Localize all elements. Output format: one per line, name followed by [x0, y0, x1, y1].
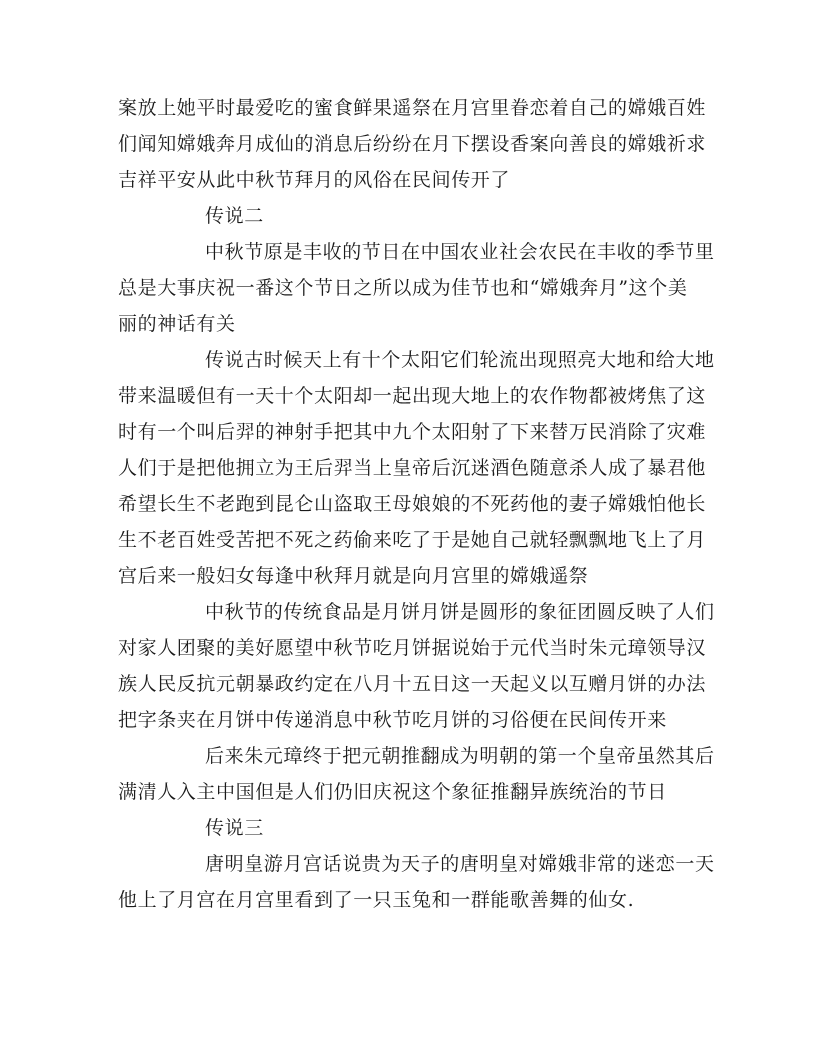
section-heading: 传说三: [205, 817, 264, 839]
paragraph-start-line: 中秋节原是丰收的节日在中国农业社会农民在丰收的季节里: [205, 241, 715, 263]
text-line: 案放上她平时最爱吃的蜜食鲜果遥祭在月宫里眷恋着自己的嫦娥百姓: [118, 97, 707, 119]
text-line: 生不老百姓受苦把不死之药偷来吃了于是她自己就轻飘飘地飞上了月: [118, 529, 707, 551]
text-line: 把字条夹在月饼中传递消息中秋节吃月饼的习俗便在民间传开来: [118, 709, 667, 731]
text-line: 们闻知嫦娥奔月成仙的消息后纷纷在月下摆设香案向善良的嫦娥祈求: [118, 133, 707, 155]
text-line: 丽的神话有关: [118, 313, 236, 335]
text-line: 希望长生不老跑到昆仑山盗取王母娘娘的不死药他的妻子嫦娥怕他长: [118, 493, 707, 515]
text-line: 对家人团聚的美好愿望中秋节吃月饼据说始于元代当时朱元璋领导汉: [118, 637, 707, 659]
text-line: 吉祥平安从此中秋节拜月的风俗在民间传开了: [118, 169, 511, 191]
text-line: 人们于是把他拥立为王后羿当上皇帝后沉迷酒色随意杀人成了暴君他: [118, 457, 707, 479]
text-line: 满清人入主中国但是人们仍旧庆祝这个象征推翻异族统治的节日: [118, 781, 667, 803]
paragraph-start-line: 中秋节的传统食品是月饼月饼是圆形的象征团圆反映了人们: [205, 601, 715, 623]
text-line: 宫后来一般妇女每逢中秋拜月就是向月宫里的嫦娥遥祭: [118, 565, 589, 587]
text-line: 带来温暖但有一天十个太阳却一起出现大地上的农作物都被烤焦了这: [118, 385, 707, 407]
paragraph-start-line: 传说古时候天上有十个太阳它们轮流出现照亮大地和给大地: [205, 349, 715, 371]
text-line: 总是大事庆祝一番这个节日之所以成为佳节也和“嫦娥奔月”这个美: [118, 277, 688, 299]
paragraph-start-line: 唐明皇游月宫话说贵为天子的唐明皇对嫦娥非常的迷恋一天: [205, 853, 715, 875]
text-line: 族人民反抗元朝暴政约定在八月十五日这一天起义以互赠月饼的办法: [118, 673, 707, 695]
text-line: 他上了月宫在月宫里看到了一只玉兔和一群能歌善舞的仙女.: [118, 889, 635, 911]
text-line: 时有一个叫后羿的神射手把其中九个太阳射了下来替万民消除了灾难: [118, 421, 707, 443]
section-heading: 传说二: [205, 205, 264, 227]
paragraph-start-line: 后来朱元璋终于把元朝推翻成为明朝的第一个皇帝虽然其后: [205, 745, 715, 767]
